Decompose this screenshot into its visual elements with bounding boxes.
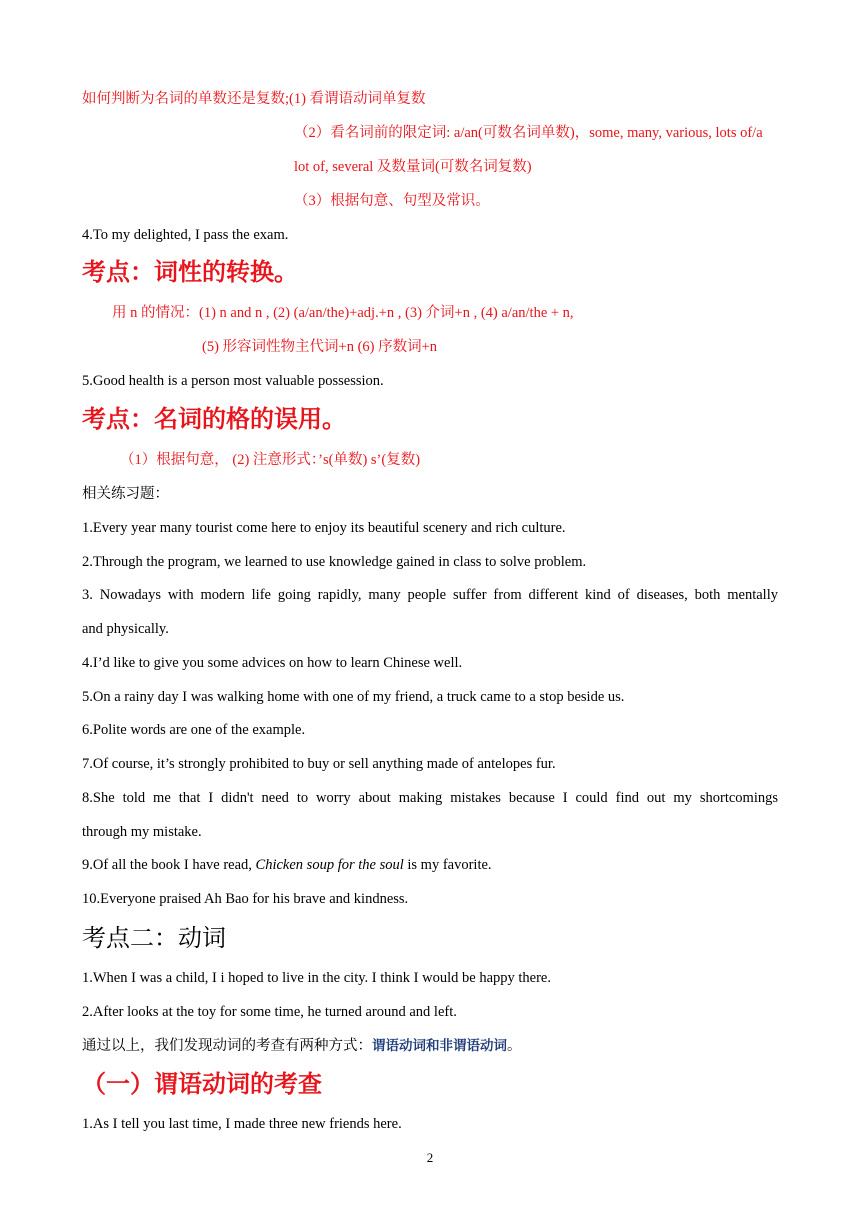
exercise-7: 7.Of course, it’s strongly prohibited to buy or sell anything made of antelopes fur. bbox=[82, 756, 556, 772]
exercise-9-text-end: is my favorite. bbox=[403, 857, 492, 873]
number-rule-2a: （2）看名词前的限定词: a/an(可数名词单数)，some, many, various, lots of/a bbox=[294, 125, 763, 141]
number-rule-2b: lot of, several 及数量词(可数名词复数) bbox=[294, 159, 532, 175]
heading-verbs: 考点二：动词 bbox=[82, 924, 226, 952]
exercise-9-text: 9.Of all the book I have read, bbox=[82, 857, 256, 873]
heading-possessive-misuse: 考点：名词的格的误用。 bbox=[82, 405, 346, 433]
exercise-3-line2: and physically. bbox=[82, 621, 169, 637]
exercise-1: 1.Every year many tourist come here to enjoy its beautiful scenery and rich culture. bbox=[82, 520, 566, 536]
exercise-8-line2: through my mistake. bbox=[82, 824, 202, 840]
number-rule-intro: 如何判断为名词的单数还是复数;(1) 看谓语动词单复数 bbox=[82, 91, 426, 107]
example-sentence-4: 4.To my delighted, I pass the exam. bbox=[82, 227, 289, 243]
verb-example-2: 2.After looks at the toy for some time, he turned around and left. bbox=[82, 1004, 457, 1020]
exercise-3-line1: 3. Nowadays with modern life going rapidly, many people suffer from different kind of diseases, both mentally bbox=[82, 587, 778, 603]
heading-predicate-verbs: （一）谓语动词的考查 bbox=[82, 1070, 322, 1098]
verb-summary-text: 通过以上，我们发现动词的考查有两种方式： bbox=[82, 1038, 372, 1054]
verb-summary-highlight: 谓语动词和非谓语动词 bbox=[372, 1038, 507, 1054]
verb-summary-end: 。 bbox=[507, 1038, 522, 1054]
book-title: Chicken soup for the soul bbox=[255, 857, 404, 873]
exercise-8-line1: 8.She told me that I didn't need to worry about making mistakes because I could find out my shortcomings bbox=[82, 790, 778, 806]
exercise-9 bbox=[82, 855, 492, 875]
possessive-rule: （1）根据句意， (2) 注意形式：’s(单数) s’(复数) bbox=[120, 452, 421, 468]
exercise-6: 6.Polite words are one of the example. bbox=[82, 722, 306, 738]
exercise-5: 5.On a rainy day I was walking home with one of my friend, a truck came to a stop beside us. bbox=[82, 689, 625, 705]
number-rule-3: （3）根据句意、句型及常识。 bbox=[294, 193, 490, 209]
conversion-rule-line2: (5) 形容词性物主代词+n (6) 序数词+n bbox=[202, 339, 438, 355]
example-sentence-5: 5.Good health is a person most valuable possession. bbox=[82, 373, 384, 389]
conversion-rule-line1: 用 n 的情况：(1) n and n , (2) (a/an/the)+adj.+n , (3) 介词+n , (4) a/an/the + n, bbox=[112, 305, 574, 321]
page-number: 2 bbox=[426, 1150, 434, 1165]
exercises-title: 相关练习题： bbox=[82, 486, 169, 502]
verb-summary bbox=[82, 1036, 522, 1056]
verb-example-1: 1.When I was a child, I i hoped to live in the city. I think I would be happy there. bbox=[82, 970, 551, 986]
exercise-10: 10.Everyone praised Ah Bao for his brave and kindness. bbox=[82, 891, 409, 907]
heading-part-of-speech-conversion: 考点：词性的转换。 bbox=[82, 258, 298, 286]
exercise-4: 4.I’d like to give you some advices on how to learn Chinese well. bbox=[82, 655, 463, 671]
predicate-example-1: 1.As I tell you last time, I made three new friends here. bbox=[82, 1116, 402, 1132]
exercise-2: 2.Through the program, we learned to use knowledge gained in class to solve problem. bbox=[82, 554, 587, 570]
